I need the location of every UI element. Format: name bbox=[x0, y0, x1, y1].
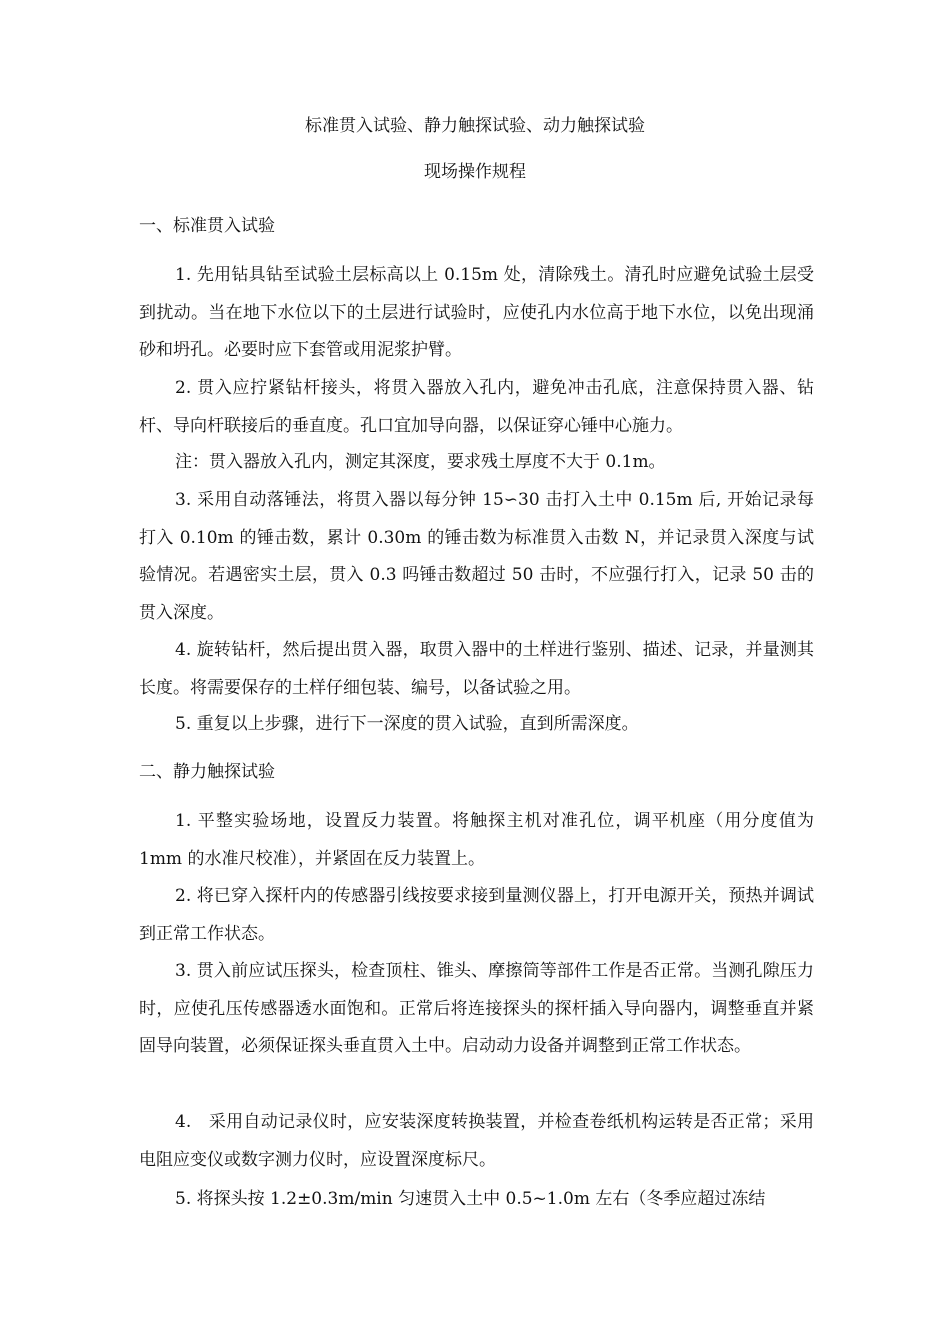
paragraph-cpt-1: 1. 平整实验场地，设置反力装置。将触探主机对准孔位，调平机座（用分度值为 1mm 的水准尺校准），并紧固在反力装置上。 bbox=[139, 811, 814, 869]
section-heading-spt: 一、标准贯入试验 bbox=[139, 216, 275, 236]
paragraph-cpt-4: 4. 采用自动记录仪时，应安装深度转换装置，并检查卷纸机构运转是否正常；采用电阻应变仪或数字测力仪时，应设置深度标尺。 bbox=[139, 1112, 814, 1170]
paragraph-cpt-5: 5. 将探头按 1.2±0.3m/min 匀速贯入土中 0.5~1.0m 左右（冬季应超过冻结 bbox=[175, 1189, 766, 1209]
paragraph-spt-2: 2. 贯入应拧紧钻杆接头，将贯入器放入孔内，避免冲击孔底，注意保持贯入器、钻杆、导向杆联接后的垂直度。孔口宜加导向器，以保证穿心锤中心施力。 bbox=[139, 378, 814, 436]
paragraph-spt-note: 注：贯入器放入孔内，测定其深度，要求残土厚度不大于 0.1m。 bbox=[175, 452, 666, 472]
paragraph-spt-5: 5. 重复以上步骤，进行下一深度的贯入试验，直到所需深度。 bbox=[175, 714, 639, 734]
paragraph-spt-3: 3. 采用自动落锤法，将贯入器以每分钟 15∽30 击打入土中 0.15m 后, 开始记录每打入 0.10m 的锤击数，累计 0.30m 的锤击数为标准贯入击数 N，并记录贯入深度与试验情况。若遇密实土层，贯入 0.3 吗锤击数超过 50 击时，不应强行打入，记录 50 击的贯入深度。 bbox=[139, 490, 814, 623]
paragraph-spt-4: 4. 旋转钻杆，然后提出贯入器，取贯入器中的土样进行鉴别、描述、记录，并量测其长度。将需要保存的土样仔细包装、编号，以备试验之用。 bbox=[139, 640, 814, 698]
section-heading-cpt: 二、静力触探试验 bbox=[139, 762, 275, 782]
document-title: 标准贯入试验、静力触探试验、动力触探试验 bbox=[305, 116, 645, 136]
document-subtitle: 现场操作规程 bbox=[424, 162, 526, 182]
paragraph-cpt-3: 3. 贯入前应试压探头，检查顶柱、锥头、摩擦筒等部件工作是否正常。当测孔隙压力时，应使孔压传感器透水面饱和。正常后将连接探头的探杆插入导向器内，调整垂直并紧固导向装置，必须保证探头垂直贯入土中。启动动力设备并调整到正常工作状态。 bbox=[139, 961, 814, 1056]
paragraph-spt-1: 1. 先用钻具钻至试验土层标高以上 0.15m 处，清除残土。清孔时应避免试验土层受到扰动。当在地下水位以下的土层进行试验时，应使孔内水位高于地下水位，以免出现涌砂和坍孔。必要时应下套管或用泥浆护臂。 bbox=[139, 265, 814, 360]
paragraph-cpt-2: 2. 将已穿入探杆内的传感器引线按要求接到量测仪器上，打开电源开关，预热并调试到正常工作状态。 bbox=[139, 886, 814, 944]
